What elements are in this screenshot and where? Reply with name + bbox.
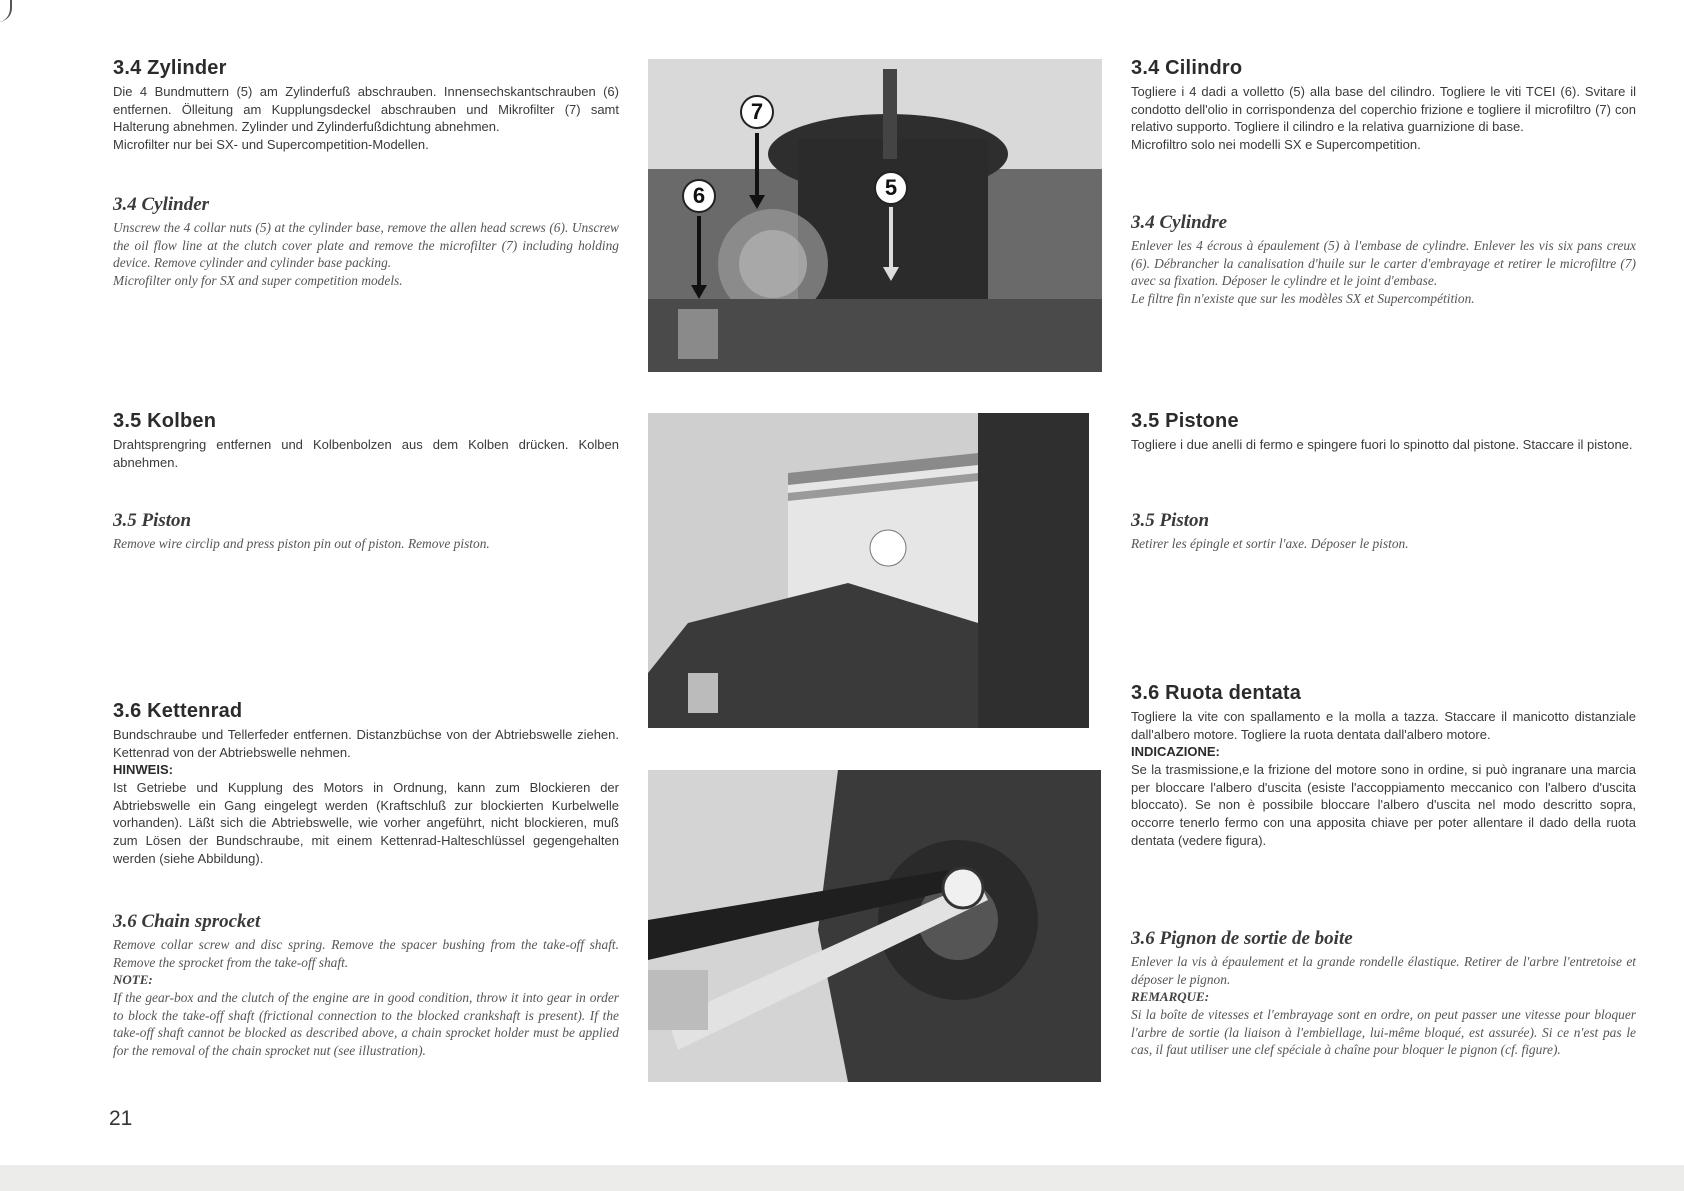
callout-7: 7 [740,95,774,129]
section-note: Ist Getriebe und Kupplung des Motors in Ordnung, kann zum Blockieren der Abtriebswelle ein Gang eingelegt werden (Kraftschluß zur blockierten Kurbelwelle vorhanden). Läßt sich die Abtriebswelle, wie vorher angeführt, nicht blockieren, muß zum Lösen der Bundschraube, mit einem Kettenrad-Halteschlüssel gegengehalten werden (siehe Abbildung). [113,780,619,866]
section-body: Unscrew the 4 collar nuts (5) at the cylinder base, remove the allen head screws (6). Unscrew the oil flow line at the clutch cover plate and remove the microfilter (7) including holding device. Remove cylinder and cylinder base packing. [113,220,619,271]
section-3-6-en [113,911,619,1060]
section-3-4-it [1131,57,1636,153]
section-note: Microfilter only for SX and super competition models. [113,272,403,288]
section-note: Se la trasmissione,e la frizione del motore sono in ordine, si può ingranare una marcia per bloccare l'albero d'uscita (esiste l'accoppiamento meccanico con l'albero d'uscita bloccato). Se non è possibile bloccare l'albero d'uscita nel modo descritto sopra, occorre tenerlo fermo con una apposita chiave per poter allentare il dado della ruota dentata (vedere figura). [1131,762,1636,848]
section-body: Retirer les épingle et sortir l'axe. Déposer le piston. [1131,536,1409,551]
section-body: Enlever les 4 écrous à épaulement (5) à l'embase de cylindre. Enlever les vis six pans creux (6). Débrancher la canalisation d'huile sur le carter d'embrayage et retirer le microfiltre (7) avec sa fixation. Déposer le cylindre et le joint d'embase. [1131,238,1636,289]
section-title: 3.4 Cylindre [1131,212,1228,233]
section-body: Togliere i 4 dadi a volletto (5) alla base del cilindro. Togliere le viti TCEI (6). Svitare il condotto dell'olio in corrispondenza del coperchio frizione e togliere il microfiltro (7) con relativo supporto. Togliere il cilindro e la relativa guarnizione di base. [1131,84,1636,135]
section-note: If the gear-box and the clutch of the engine are in good condition, throw it into gear in order to block the take-off shaft (frictional connection to the blocked crankshaft is present). If the take-off shaft cannot be blocked as described above, a chain sprocket holder must be applied for the removal of the chain sprocket nut (see illustration). [113,990,619,1058]
section-title: 3.4 Cylinder [113,194,210,215]
binding-mark [0,0,12,22]
section-3-4-en [113,194,619,289]
section-3-5-it [1131,410,1636,454]
section-title: 3.5 Piston [1131,510,1210,531]
scan-background [0,1165,1684,1191]
section-3-5-en [113,510,619,553]
note-label: HINWEIS: [113,762,173,778]
section-body: Die 4 Bundmuttern (5) am Zylinderfuß abschrauben. Innensechskantschrauben (6) entfernen. Ölleitung am Kupplungsdeckel abschrauben und Mikrofilter (7) samt Halterung abnehmen. Zylinder und Zylinderfußdichtung abnehmen. [113,84,619,135]
section-title: 3.5 Pistone [1131,410,1239,432]
section-3-5-de [113,410,619,471]
section-3-4-fr [1131,212,1636,307]
section-note: Si la boîte de vitesses et l'embrayage sont en ordre, on peut passer une vitesse pour bloquer l'arbre de sortie (la liaison à l'embiellage, lui-même bloqué, est assurée). Si ce n'est pas le cas, il faut utiliser une clef spéciale à chaîne pour bloquer le pignon (cf. figure). [1131,1007,1636,1058]
note-label: REMARQUE: [1131,989,1210,1005]
section-title: 3.5 Piston [113,510,192,531]
section-title: 3.6 Ruota dentata [1131,682,1302,704]
section-body: Remove wire circlip and press piston pin out of piston. Remove piston. [113,536,490,551]
section-title: 3.6 Kettenrad [113,700,243,722]
section-body: Bundschraube und Tellerfeder entfernen. Distanzbüchse von der Abtriebswelle ziehen. Kettenrad von der Abtriebswelle nehmen. [113,727,619,760]
section-title: 3.6 Pignon de sortie de boite [1131,928,1353,949]
section-body: Enlever la vis à épaulement et la grande rondelle élastique. Retirer de l'arbre l'entretoise et déposer le pignon. [1131,954,1636,987]
note-label: NOTE: [113,972,153,988]
section-body: Togliere la vite con spallamento e la molla a tazza. Staccare il manicotto distanziale dall'albero motore. Togliere la ruota dentata dall'albero motore. [1131,709,1636,742]
section-note: Microfilter nur bei SX- und Supercompetition-Modellen. [113,136,429,152]
section-title: 3.4 Zylinder [113,57,227,79]
piston-photo [648,413,1089,728]
section-title: 3.4 Cilindro [1131,57,1243,79]
section-title: 3.6 Chain sprocket [113,911,261,932]
note-label: INDICAZIONE: [1131,744,1220,760]
section-3-6-it [1131,682,1636,849]
section-3-4-de [113,57,619,153]
section-body: Remove collar screw and disc spring. Remove the spacer bushing from the take-off shaft. Remove the sprocket from the take-off shaft. [113,937,619,970]
callout-5: 5 [874,171,908,205]
section-title: 3.5 Kolben [113,410,217,432]
section-body: Togliere i due anelli di fermo e spingere fuori lo spinotto dal pistone. Staccare il pistone. [1131,437,1633,452]
section-body: Drahtsprengring entfernen und Kolbenbolzen aus dem Kolben drücken. Kolben abnehmen. [113,437,619,470]
chain-sprocket-photo [648,770,1101,1082]
section-3-6-de [113,700,619,867]
page-number: 21 [109,1107,133,1130]
callout-6: 6 [682,179,716,213]
cylinder-photo [648,59,1102,372]
section-3-5-fr [1131,510,1636,553]
section-note: Le filtre fin n'existe que sur les modèles SX et Supercompétition. [1131,290,1475,306]
section-3-6-fr [1131,928,1636,1059]
section-note: Microfiltro solo nei modelli SX e Supercompetition. [1131,136,1421,152]
